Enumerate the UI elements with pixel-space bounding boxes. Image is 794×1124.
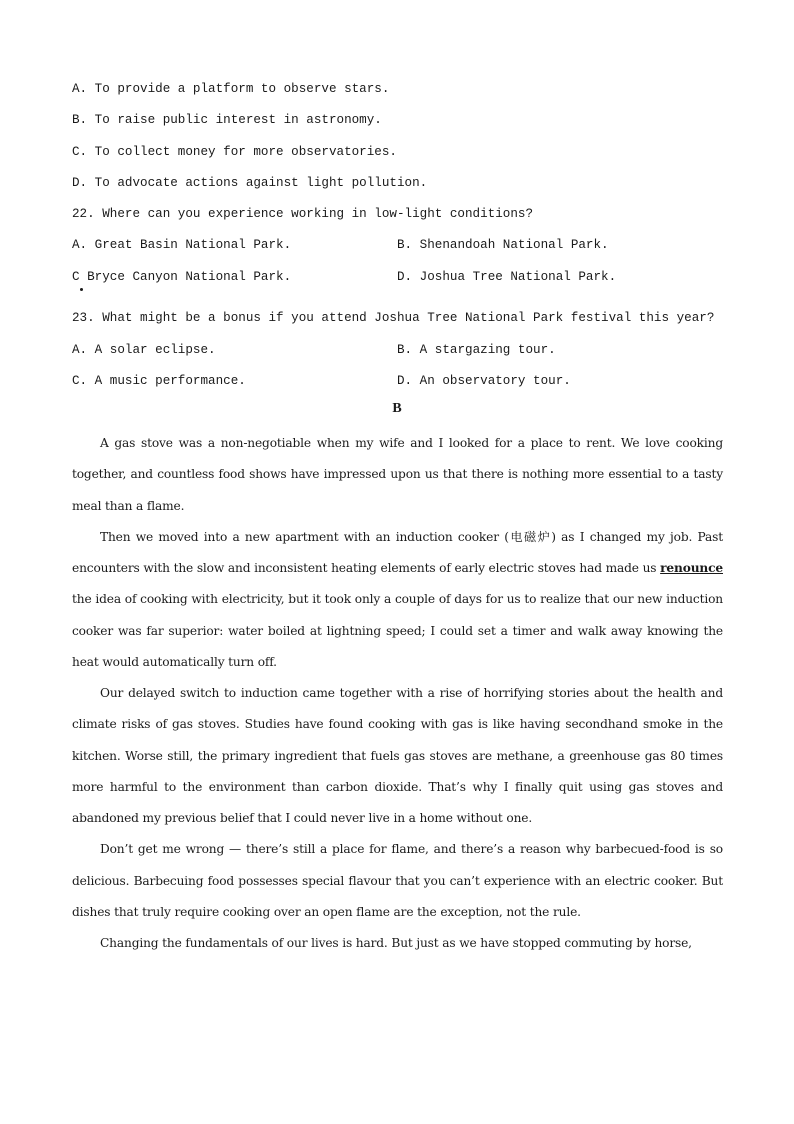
passage-paragraph-5: Changing the fundamentals of our lives is hard. But just as we have stopped commuting by horse, [100, 936, 692, 950]
q21-option-a: A. To provide a platform to observe stars. [72, 82, 390, 96]
q23-option-a: A. A solar eclipse. [72, 343, 216, 357]
q23-option-b: B. A stargazing tour. [397, 343, 556, 357]
q22-option-b: B. Shenandoah National Park. [397, 238, 609, 252]
q21-option-c: C. To collect money for more observatories. [72, 145, 397, 159]
q21-option-b: B. To raise public interest in astronomy. [72, 113, 382, 127]
q23-option-d: D. An observatory tour. [397, 374, 571, 388]
q21-option-d: D. To advocate actions against light pollution. [72, 176, 428, 190]
q23-stem: 23. What might be a bonus if you attend Joshua Tree National Park festival this year? [72, 311, 715, 325]
paragraph-2-text-after: the idea of cooking with electricity, but it took only a couple of days for us to realize that our new induction cooker was far superior: water boiled at lightning speed; I could set a timer and walk away knowing the heat would automatically turn off. [72, 592, 723, 669]
passage-paragraph-2 [72, 522, 723, 678]
passage-paragraph-4: Don’t get me wrong — there’s still a place for flame, and there’s a reason why barbecued-food is so delicious. Barbecuing food possesses special flavour that you can’t experience with an electric cooker. But dishes that truly require cooking over an open flame are the exception, not the rule. [72, 842, 723, 919]
passage-paragraph-3: Our delayed switch to induction came together with a rise of horrifying stories about the health and climate risks of gas stoves. Studies have found cooking with gas is like having secondhand smoke in the kitchen. Worse still, the primary ingredient that fuels gas stoves are methane, a greenhouse gas 80 times more harmful to the environment than carbon dioxide. That’s why I finally quit using gas stoves and abandoned my previous belief that I could never live in a home without one. [72, 686, 723, 825]
q22-stem: 22. Where can you experience working in low-light conditions? [72, 207, 534, 221]
q22-option-c: C Bryce Canyon National Park. [72, 270, 292, 284]
paragraph-2-text-before: Then we moved into a new apartment with an induction cooker (电磁炉) as I changed my job. Past encounters with the slow and inconsistent heating elements of early electric stoves had made us [72, 529, 723, 575]
stray-dot-mark [80, 288, 83, 291]
vocab-word-renounce: renounce [660, 561, 723, 575]
q23-option-c: C. A music performance. [72, 374, 246, 388]
section-label: B [392, 401, 402, 416]
passage-paragraph-1: A gas stove was a non-negotiable when my wife and I looked for a place to rent. We love cooking together, and countless food shows have impressed upon us that there is nothing more essential to a tasty meal than a flame. [72, 436, 723, 513]
reading-passage [72, 428, 723, 959]
q22-option-a: A. Great Basin National Park. [72, 238, 292, 252]
q22-option-d: D. Joshua Tree National Park. [397, 270, 617, 284]
